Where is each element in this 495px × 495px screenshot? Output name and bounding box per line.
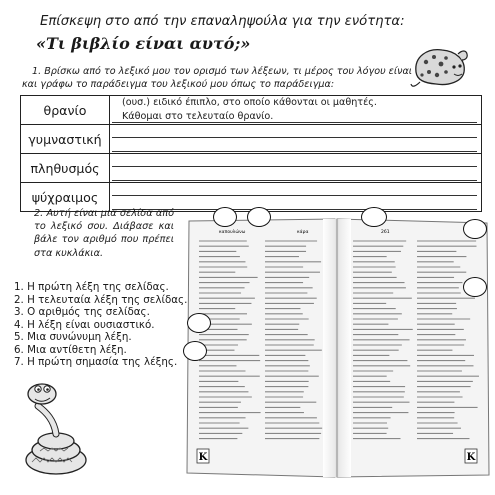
answer-circle[interactable] [183,341,207,361]
list-item: 5. Μια συνώνυμη λέξη. [14,331,132,343]
list-item: 7. Η πρώτη σημασία της λέξης. [14,356,178,368]
word-cell: ψύχραιμος [21,183,110,212]
list-item: 2. Η τελευταία λέξη της σελίδας. [14,293,188,306]
page-number-right: 261 [381,230,390,235]
definition-cell[interactable] [110,154,482,183]
definition-cell[interactable] [110,125,482,154]
leopard-icon [410,42,470,90]
answer-circle[interactable] [463,219,487,239]
example-line: Κάθομαι στο τελευταίο θρανίο. [122,111,274,122]
list-item: 4. Η λέξη είναι ουσιαστικό. [14,318,155,331]
table-row [21,154,482,183]
writing-line [112,166,477,167]
unit-title: «Τι βιβλίο είναι αυτό;» [36,34,251,53]
definition-line: (ουσ.) ειδικό έπιπλο, στο οποίο κάθονται οι μαθητές. [122,97,377,108]
answer-circle[interactable] [187,313,211,333]
writing-line [112,195,477,196]
page-word-left: κάρα [297,230,309,235]
word-cell: θρανίο [21,96,110,125]
writing-line [112,122,477,123]
word-cell: πληθυσμός [21,154,110,183]
worksheet-title: Επίσκεψη στο από την επαναληψούλα για την ενότητα: [40,14,405,29]
letter-tab-right: Κ [466,452,476,463]
task1-instruction: 1. Βρίσκω από το λεξικό μου τον ορισμό των λέξεων, τι μέρος του λόγου είναι και γράφω το παράδειγμα του λεξικού μου όπως το παράδειγμα: [22,66,413,90]
table-row [21,125,482,154]
snake-icon [18,372,94,482]
list-item: 6. Μια αντίθετη λέξη. [14,343,127,356]
writing-line [112,151,477,152]
task2-instruction: 2. Αυτή είναι μια σελίδα από το λεξικό σου. Διάβασε και βάλε τον αριθμό που πρέπει στα κυκλάκια. [34,208,174,259]
list-item: 1. Η πρώτη λέξη της σελίδας. [14,281,169,293]
answer-circle[interactable] [247,207,271,227]
writing-line [112,137,477,138]
dictionary-illustration [185,215,491,480]
page-header-left: καπουλώνω [219,230,246,235]
answer-circle[interactable] [361,207,387,227]
word-cell: γυμναστική [21,125,110,154]
letter-tab-left: Κ [198,452,208,463]
definition-cell[interactable] [110,96,482,125]
table-row [21,96,482,125]
vocabulary-table [20,95,482,212]
answer-circle[interactable] [213,207,237,227]
dictionary-page-image [185,215,491,480]
writing-line [112,180,477,181]
answer-circle[interactable] [463,277,487,297]
list-item: 3. Ο αριθμός της σελίδας. [14,306,150,318]
